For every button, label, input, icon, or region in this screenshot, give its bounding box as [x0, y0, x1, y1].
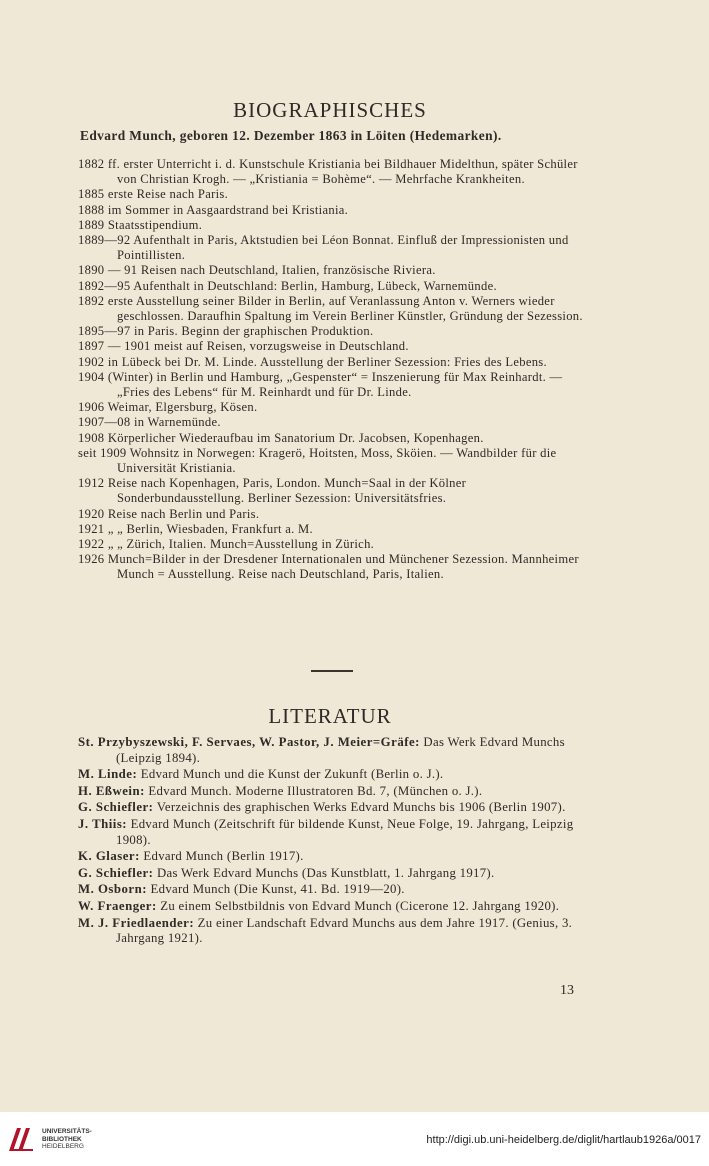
entry-text: in Lübeck bei Dr. M. Linde. Ausstellung der Berliner Sezession: Fries des Lebens. — [107, 354, 547, 369]
biography-entry — [78, 339, 583, 354]
literature-title: Zu einem Selbstbildnis von Edvard Munch (Cicerone 12. Jahrgang 1920). — [160, 898, 560, 913]
literature-title: Edvard Munch (Berlin 1917). — [143, 849, 304, 864]
entry-year: 1892—95 — [78, 278, 131, 293]
biography-entry — [78, 507, 583, 522]
entry-text: ff. erster Unterricht i. d. Kunstschule Kristiania bei Bildhauer Midelthun, später Schüler von Christian Krogh. — „Kristiania = Bohème“. — Mehrfache Krankheiten. — [107, 157, 578, 187]
entry-text: in Warnemünde. — [133, 415, 221, 430]
biography-entry — [78, 203, 583, 218]
literature-item — [78, 784, 583, 800]
entry-text: Wohnsitz in Norwegen: Kragerö, Hoitsten, Moss, Sköien. — Wandbilder für die Universität Kristiania. — [117, 445, 557, 476]
literature-author: J. Thiis: — [78, 816, 128, 831]
literature-title: Edvard Munch und die Kunst der Zukunft (Berlin o. J.). — [140, 767, 444, 782]
entry-text: Weimar, Elgersburg, Kösen. — [107, 400, 258, 415]
literature-author: M. Osborn: — [78, 882, 147, 897]
literature-item — [78, 735, 583, 766]
literature-item — [78, 916, 583, 947]
literature-item — [78, 849, 583, 865]
biography-subtitle: Edvard Munch, geboren 12. Dezember 1863 in Löiten (Hedemarken). — [80, 128, 502, 143]
biography-entry — [78, 537, 583, 552]
biography-entry — [78, 324, 583, 339]
literature-title: Zu einer Landschaft Edvard Munchs aus dem Jahre 1917. (Genius, 3. Jahrgang 1921). — [116, 915, 573, 946]
entry-text: „ „ Berlin, Wiesbaden, Frankfurt a. M. — [107, 521, 313, 536]
library-name-line: HEIDELBERG — [42, 1143, 84, 1150]
footer-bar — [0, 1112, 709, 1166]
library-name-line: UNIVERSITÄTS- — [42, 1128, 92, 1135]
entry-year: 1912 — [78, 476, 105, 491]
literature-title: Das Werk Edvard Munchs (Leipzig 1894). — [116, 735, 565, 765]
page-number: 13 — [560, 983, 574, 998]
entry-year: 1895—97 — [78, 324, 131, 339]
biography-entry — [78, 294, 583, 324]
literature-title: Verzeichnis des graphischen Werks Edvard Munchs bis 1906 (Berlin 1907). — [156, 800, 566, 815]
biography-heading: BIOGRAPHISCHES — [233, 98, 427, 122]
entry-year: 1888 — [78, 202, 105, 217]
entry-year: 1902 — [78, 354, 105, 369]
entry-year: 1892 — [78, 293, 105, 308]
source-url[interactable]: http://digi.ub.uni-heidelberg.de/diglit/hartlaub1926a/0017 — [426, 1134, 701, 1146]
entry-year: 1922 — [78, 537, 105, 552]
literature-author: G. Schiefler: — [78, 800, 154, 815]
literature-author: W. Fraenger: — [78, 898, 157, 913]
literature-item — [78, 800, 583, 816]
literature-title: Das Werk Edvard Munchs (Das Kunstblatt, 1. Jahrgang 1917). — [156, 865, 495, 880]
entry-year: 1885 — [78, 187, 105, 202]
entry-text: meist auf Reisen, vorzugsweise in Deutschland. — [154, 339, 409, 354]
biography-entry — [78, 400, 583, 415]
entry-year: 1920 — [78, 506, 105, 521]
literature-item — [78, 866, 583, 882]
library-name-line: BIBLIOTHEK — [42, 1135, 82, 1143]
entry-year: 1926 — [78, 552, 105, 567]
biography-entry — [78, 279, 583, 294]
entry-year: 1889—92 — [78, 233, 131, 248]
literature-author: G. Schiefler: — [78, 865, 154, 880]
literature-author: M. J. Friedlaender: — [78, 915, 195, 930]
entry-year: 1882 — [78, 157, 105, 171]
entry-text: Aufenthalt in Deutschland: Berlin, Hamburg, Lübeck, Warnemünde. — [133, 278, 497, 293]
entry-text: Körperlicher Wiederaufbau im Sanatorium Dr. Jacobsen, Kopenhagen. — [107, 430, 484, 445]
entry-text: Reise nach Berlin und Paris. — [107, 506, 260, 521]
biography-entry — [78, 446, 583, 476]
biography-entry — [78, 218, 583, 233]
entry-year: 1904 — [78, 369, 105, 384]
literature-heading: LITERATUR — [268, 704, 392, 728]
literature-title: Edvard Munch. Moderne Illustratoren Bd. 7, (München o. J.). — [148, 783, 483, 798]
entry-year: 1890 — 91 — [78, 263, 138, 278]
literature-title: Edvard Munch (Die Kunst, 41. Bd. 1919—20). — [150, 882, 405, 897]
literature-item — [78, 899, 583, 915]
biography-entry — [78, 522, 583, 537]
literature-item — [78, 882, 583, 898]
entry-year: 1889 — [78, 217, 105, 232]
biography-entry — [78, 355, 583, 370]
literature-author: H. Eßwein: — [78, 783, 145, 798]
entry-year: 1908 — [78, 430, 105, 445]
entry-text: „ „ Zürich, Italien. Munch=Ausstellung in Zürich. — [107, 537, 375, 552]
literature-author: M. Linde: — [78, 767, 138, 782]
biography-entry — [78, 263, 583, 278]
biography-entry — [78, 157, 583, 187]
biography-entry — [78, 415, 583, 430]
entry-year: seit 1909 — [78, 445, 127, 460]
biography-entry — [78, 431, 583, 446]
biography-entry — [78, 370, 583, 400]
literature-author: St. Przybyszewski, F. Servaes, W. Pastor, J. Meier=Gräfe: — [78, 735, 420, 749]
literature-title: Edvard Munch (Zeitschrift für bildende Kunst, Neue Folge, 19. Jahrgang, Leipzig 1908). — [116, 816, 574, 847]
entry-text: im Sommer in Aasgaardstrand bei Kristiania. — [107, 202, 349, 217]
entry-text: erste Ausstellung seiner Bilder in Berlin, auf Veranlassung Anton v. Werners wieder geschlossen. Daraufhin Spaltung im Verein Berliner Künstler, Gründung der Sezession. — [107, 293, 583, 324]
entry-text: Aufenthalt in Paris, Aktstudien bei Léon Bonnat. Einfluß der Impressionisten und Pointillisten. — [117, 233, 569, 263]
section-divider — [311, 670, 353, 672]
literature-item — [78, 767, 583, 783]
entry-text: erste Reise nach Paris. — [107, 187, 229, 202]
literature-item — [78, 817, 583, 848]
entry-year: 1897 — 1901 — [78, 339, 151, 354]
library-logo-icon — [6, 1124, 36, 1154]
literature-author: K. Glaser: — [78, 849, 140, 864]
library-name — [42, 1128, 92, 1151]
entry-text: Reise nach Kopenhagen, Paris, London. Munch=Saal in der Kölner Sonderbundausstellung. Berliner Sezession: Universitätsfries. — [107, 476, 467, 506]
biography-entry — [78, 552, 583, 582]
entry-year: 1921 — [78, 521, 105, 536]
entry-text: in Paris. Beginn der graphischen Produktion. — [133, 324, 374, 339]
entry-year: 1906 — [78, 400, 105, 415]
biography-entry — [78, 233, 583, 263]
entry-text: Staatsstipendium. — [107, 217, 203, 232]
entry-text: Reisen nach Deutschland, Italien, französische Riviera. — [140, 263, 436, 278]
biography-entries — [78, 157, 583, 583]
entry-text: (Winter) in Berlin und Hamburg, „Gespenster“ = Inszenierung für Max Reinhardt. — „Fries des Lebens“ für M. Reinhardt und für Dr. Linde. — [107, 369, 563, 400]
entry-text: Munch=Bilder in der Dresdener Internationalen und Münchener Sezession. Mannheimer Munch = Ausstellung. Reise nach Deutschland, Paris, Italien. — [107, 552, 579, 582]
literature-list — [78, 735, 583, 948]
entry-year: 1907—08 — [78, 415, 131, 430]
biography-entry — [78, 476, 583, 506]
biography-entry — [78, 187, 583, 202]
